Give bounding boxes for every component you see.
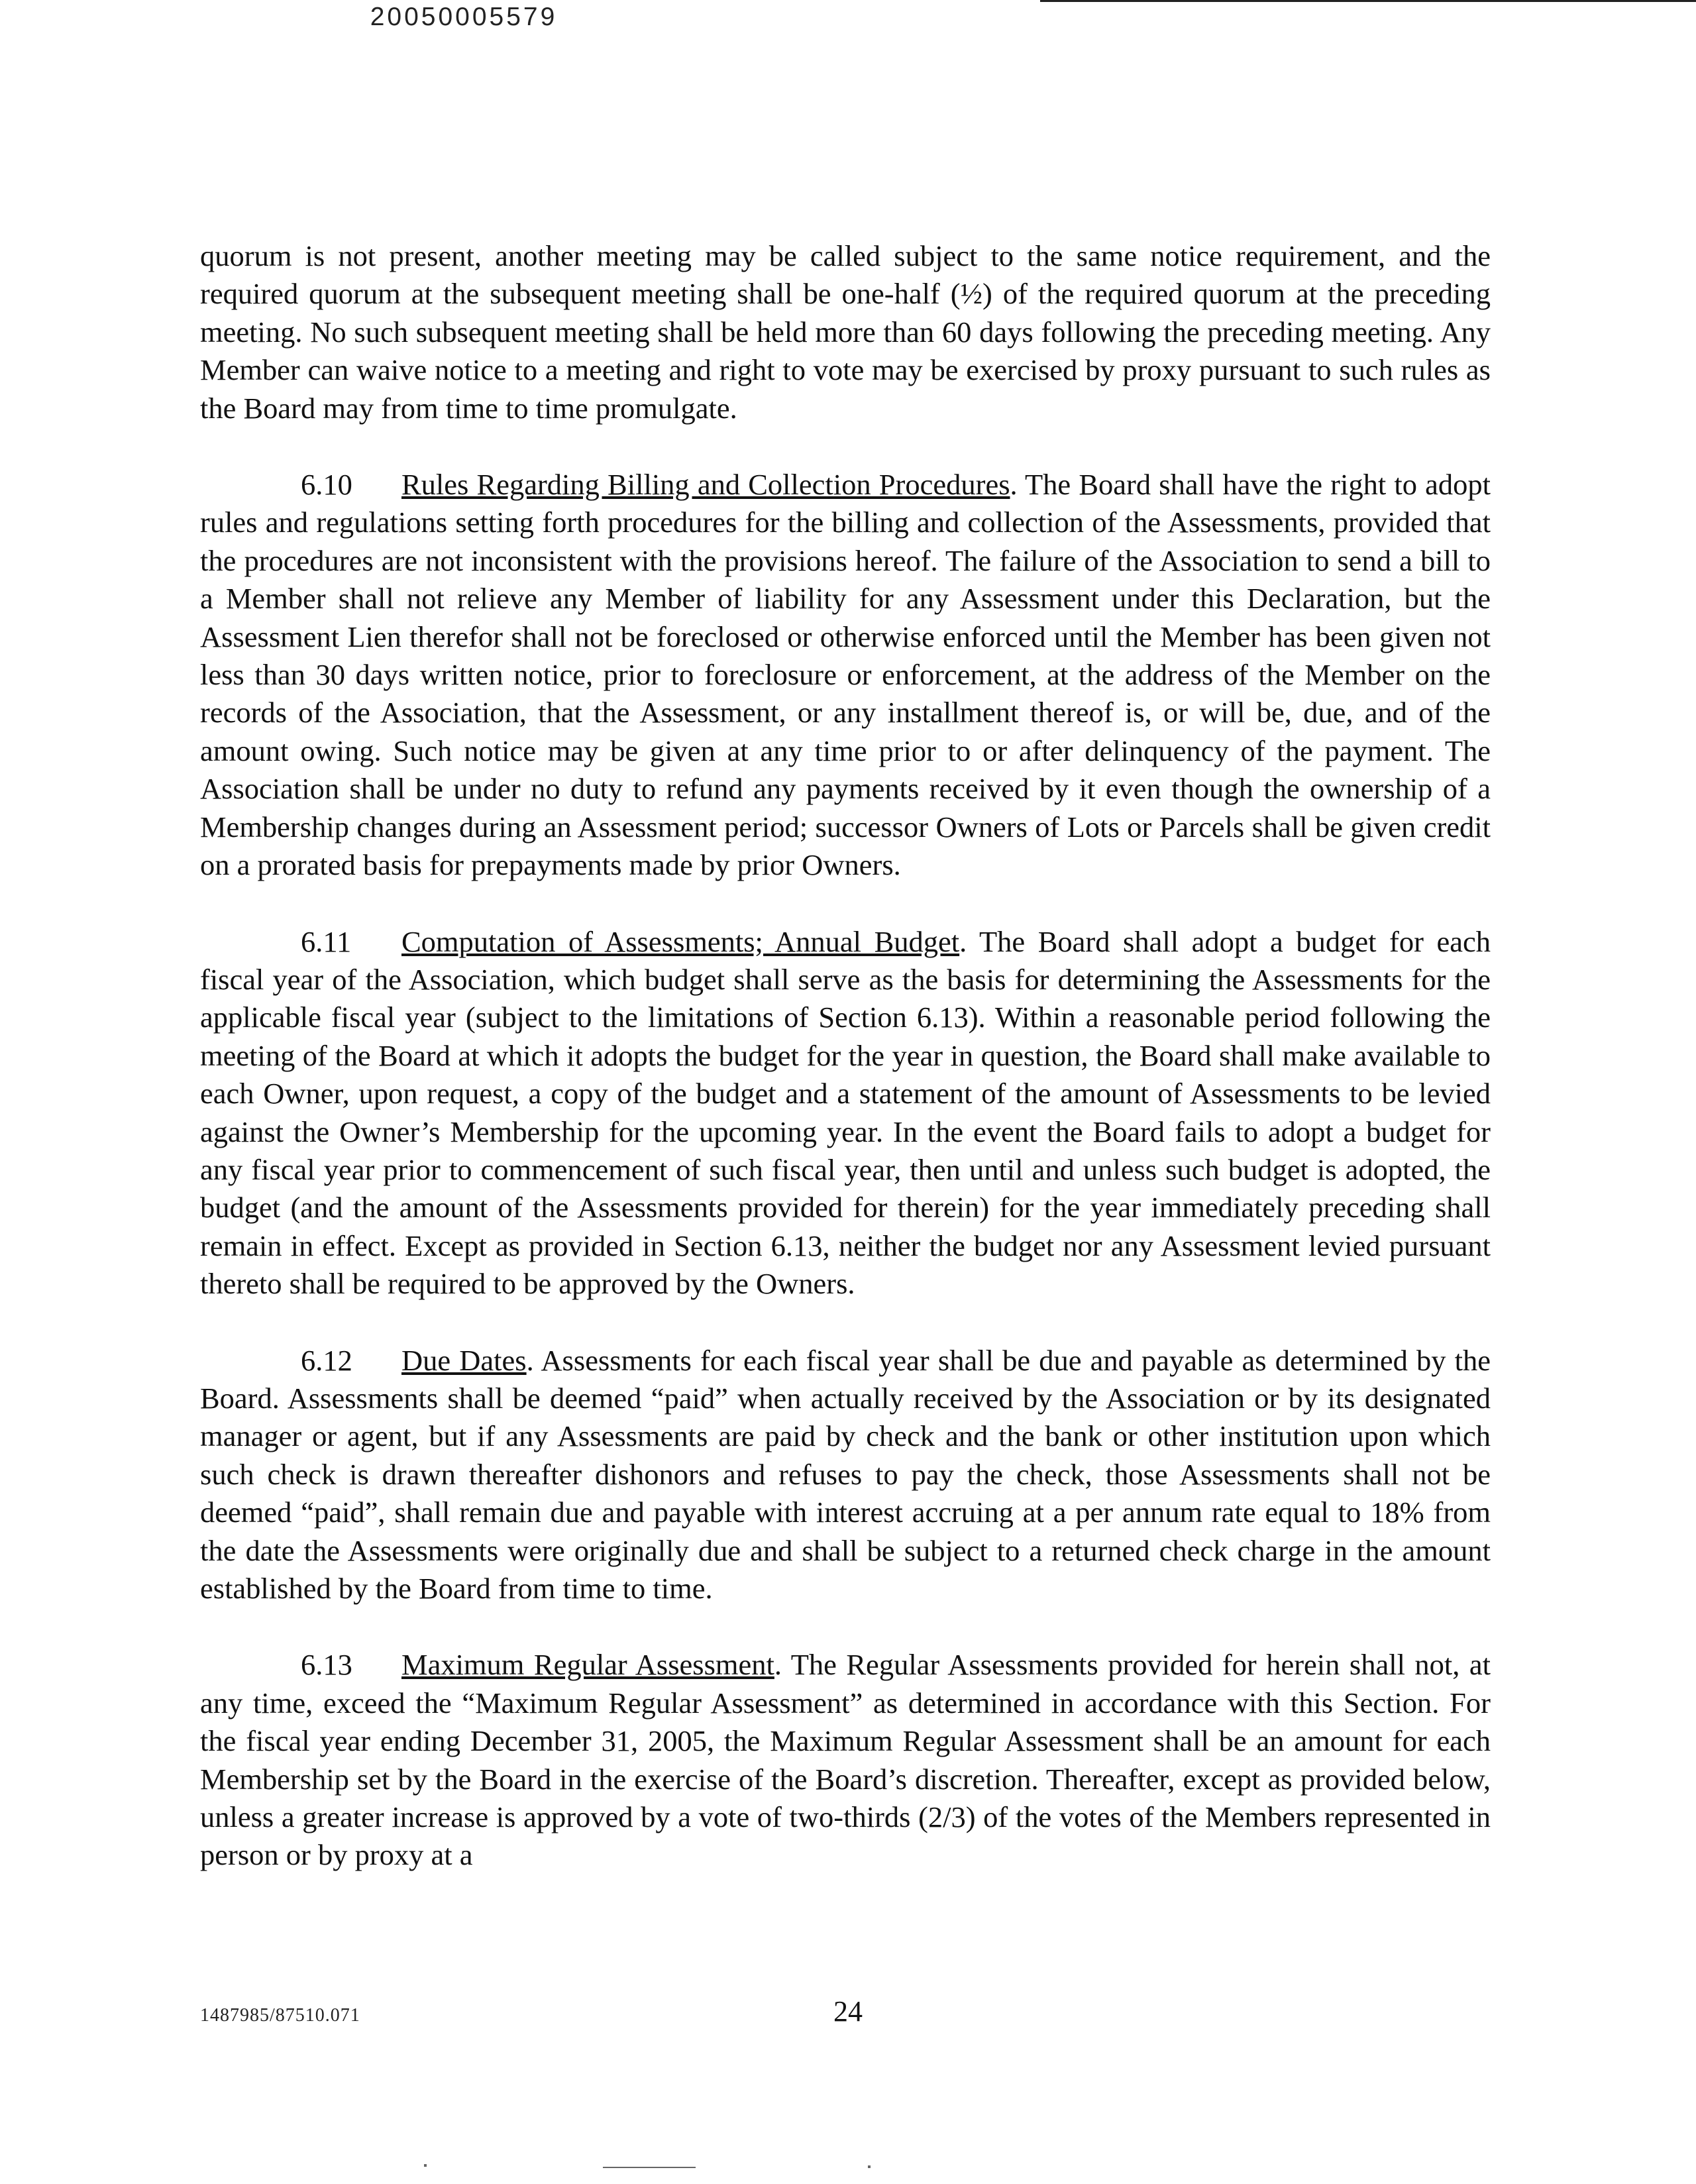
section-number: 6.13 (301, 1648, 352, 1682)
section-number: 6.10 (301, 468, 352, 502)
page-body (200, 237, 1491, 1875)
section-6-11 (200, 923, 1491, 1303)
section-6-13 (200, 1646, 1491, 1874)
section-number: 6.12 (301, 1343, 352, 1377)
section-heading: Maximum Regular Assessment (401, 1648, 774, 1682)
section-heading: Computation of Assessments; Annual Budget (401, 924, 960, 958)
section-heading: Due Dates (401, 1343, 527, 1377)
page-number: 24 (833, 1995, 863, 2028)
document-number: 20050005579 (370, 3, 558, 31)
continuation-paragraph: quorum is not present, another meeting may be called subject to the same notice requirement, and the required quorum at the subsequent meeting shall be one-half (½) of the required quorum at the preceding meeting. No such subsequent meeting shall be held more than 60 days following the preceding meeting. Any Member can waive notice to a meeting and right to vote may be exercised by proxy pursuant to such rules as the Board may from time to time promulgate. (200, 239, 1491, 425)
section-number: 6.11 (301, 924, 352, 958)
scan-speck (603, 2167, 696, 2168)
section-text: . Assessments for each fiscal year shall be due and payable as determined by the Board. Assessments shall be deemed “paid” when actually received by the Association or by its designated manager or agent, but if any Assessments are paid by check and the bank or other institution upon which such check is drawn thereafter dishonors and refuses to pay the check, those Assessments shall not be deemed “paid”, shall remain due and payable with interest accruing at a per annum rate equal to 18% from the date the Assessments were originally due and shall be subject to a returned check charge in the amount established by the Board from time to time. (200, 1343, 1491, 1605)
section-6-12 (200, 1342, 1491, 1608)
scan-speck (424, 2164, 427, 2167)
footer-document-id: 1487985/87510.071 (200, 2005, 360, 2026)
section-heading: Rules Regarding Billing and Collection Procedures (401, 468, 1010, 502)
top-rule (1040, 0, 1696, 2)
scan-speck (868, 2165, 871, 2168)
section-6-10 (200, 466, 1491, 884)
section-text: . The Board shall adopt a budget for each fiscal year of the Association, which budget shall serve as the basis for determining the Assessments for the applicable fiscal year (subject to the limitations of Section 6.13). Within a reasonable period following the meeting of the Board at which it adopts the budget for the year in question, the Board shall make available to each Owner, upon request, a copy of the budget and a statement of the amount of Assessments to be levied against the Owner’s Membership for the upcoming year. In the event the Board fails to adopt a budget for any fiscal year prior to commencement of such fiscal year, then until and unless such budget is adopted, the budget (and the amount of the Assessments provided for therein) for the year immediately preceding shall remain in effect. Except as provided in Section 6.13, neither the budget nor any Assessment levied pursuant thereto shall be required to be approved by the Owners. (200, 924, 1491, 1301)
section-text: . The Board shall have the right to adopt rules and regulations setting forth procedures for the billing and collection of the Assessments, provided that the procedures are not inconsistent with the provisions hereof. The failure of the Association to send a bill to a Member shall not relieve any Member of liability for any Assessment under this Declaration, but the Assessment Lien therefor shall not be foreclosed or otherwise enforced until the Member has been given not less than 30 days written notice, prior to foreclosure or enforcement, at the address of the Member on the records of the Association, that the Assessment, or any installment thereof is, or will be, due, and of the amount owing. Such notice may be given at any time prior to or after delinquency of the payment. The Association shall be under no duty to refund any payments received by it even though the ownership of a Membership changes during an Assessment period; successor Owners of Lots or Parcels shall be given credit on a prorated basis for prepayments made by prior Owners. (200, 468, 1491, 882)
section-text: . The Regular Assessments provided for herein shall not, at any time, exceed the “Maximum Regular Assessment” as determined in accordance with this Section. For the fiscal year ending December 31, 2005, the Maximum Regular Assessment shall be an amount for each Membership set by the Board in the exercise of the Board’s discretion. Thereafter, except as provided below, unless a greater increase is approved by a vote of two-thirds (2/3) of the votes of the Members represented in person or by proxy at a (200, 1648, 1491, 1872)
